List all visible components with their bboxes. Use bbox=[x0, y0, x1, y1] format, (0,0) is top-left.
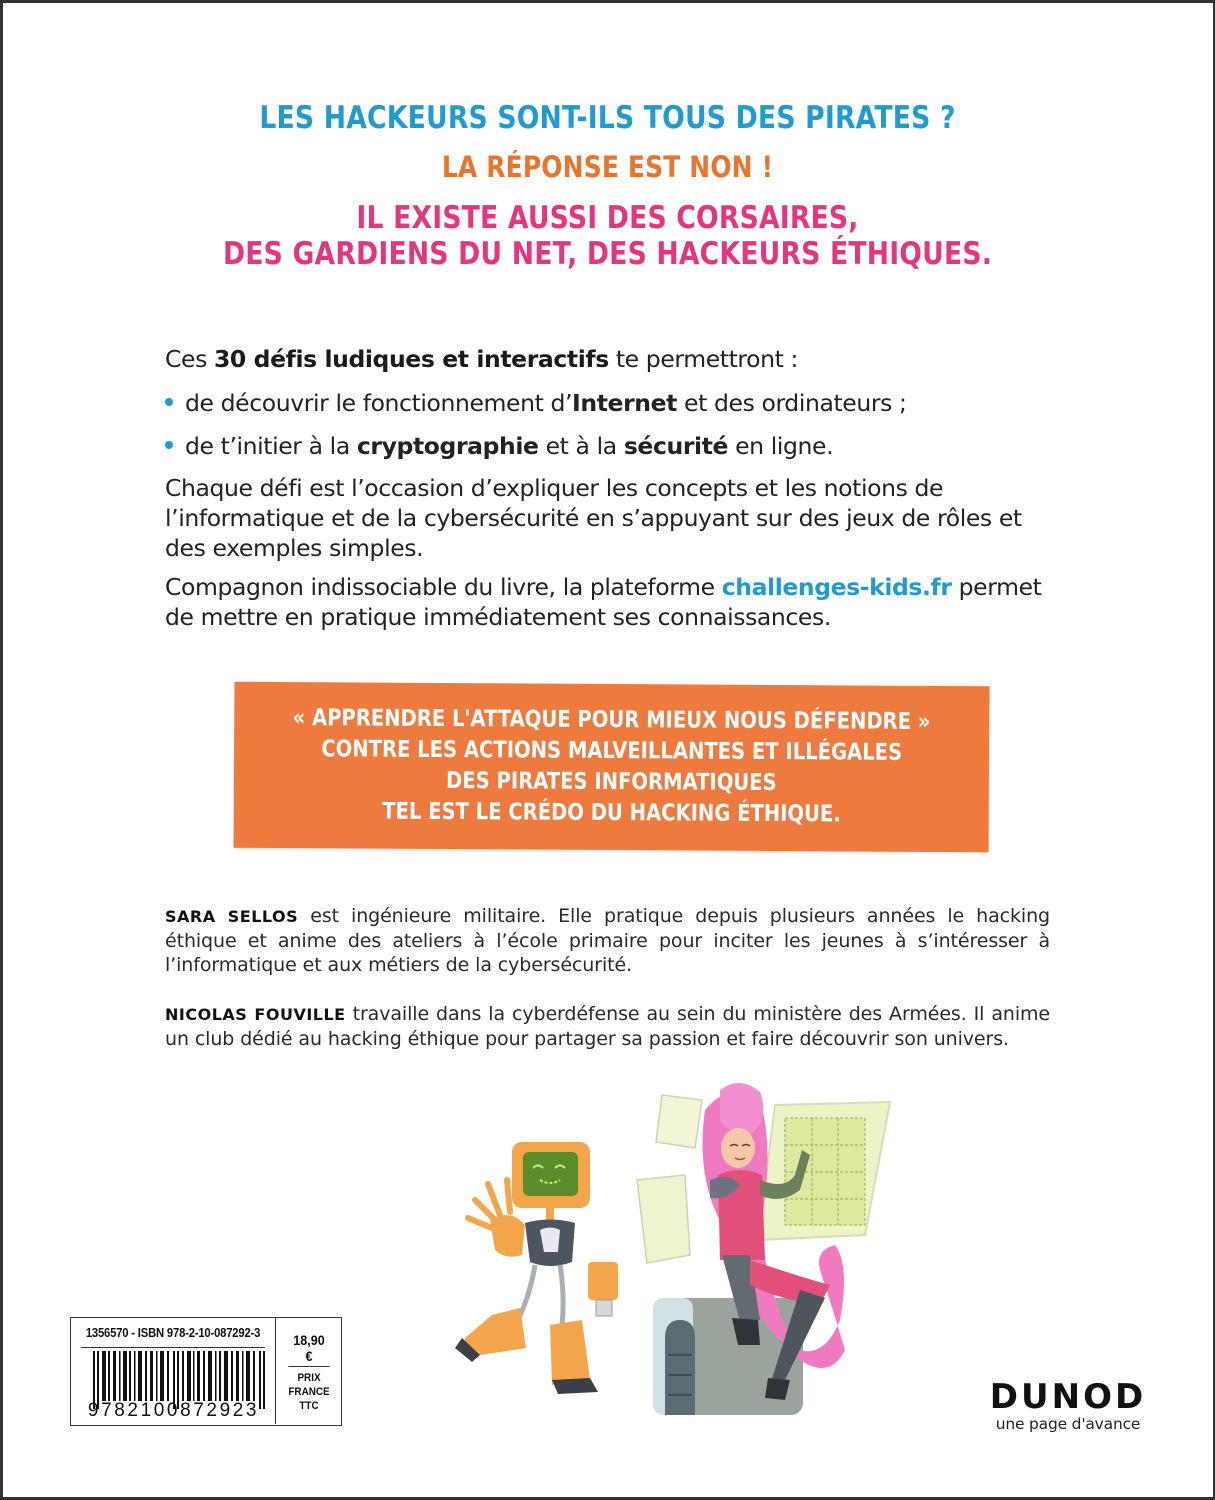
author-name: NICOLAS FOUVILLE bbox=[165, 1005, 346, 1024]
barcode-number: 9782100872923 bbox=[87, 1400, 260, 1421]
bullet-dot-icon bbox=[165, 441, 173, 449]
quote-line: DES PIRATES INFORMATIQUES bbox=[446, 767, 777, 797]
headline-statement-line1: IL EXISTE AUSSI DES CORSAIRES, bbox=[356, 200, 859, 236]
publisher-tagline: une page d'avance bbox=[995, 1415, 1141, 1433]
author-bio-text: travaille dans la cyberdéfense au sein du ministère des Armées. Il anime un club dédié au hacking éthique pour partager sa passion et faire découvrir son univers. bbox=[165, 1003, 1051, 1050]
quote-line: CONTRE LES ACTIONS MALVEILLANTES ET ILLÉGALES bbox=[321, 736, 903, 766]
author-bio-text: est ingénieure militaire. Elle pratique depuis plusieurs années le hacking éthique et anime des ateliers à l’école primaire pour inciter les jeunes à s’intéresser à l’informatique et aux métiers de la cybersécurité. bbox=[165, 905, 1050, 976]
platform-text-post: permet de mettre en pratique immédiatement ses connaissances. bbox=[165, 573, 1042, 631]
bullet-bold: sécurité bbox=[623, 432, 729, 460]
author-bio-sara bbox=[165, 904, 1050, 977]
author-bio-nicolas bbox=[165, 1002, 1050, 1051]
bullet-bold: cryptographie bbox=[356, 432, 539, 460]
bullet-item-crypto bbox=[165, 431, 833, 461]
intro-paragraph bbox=[165, 344, 1055, 374]
headline-question: LES HACKEURS SONT-ILS TOUS DES PIRATES ? bbox=[259, 100, 956, 136]
bullet-text: en ligne. bbox=[728, 432, 834, 460]
intro-text-bold: 30 défis ludiques et interactifs bbox=[213, 345, 609, 373]
robot-icon bbox=[455, 1142, 618, 1394]
isbn-text: 1356570 - ISBN 978-2-10-087292-3 bbox=[81, 1318, 265, 1348]
bullet-text: et à la bbox=[538, 432, 624, 460]
price-label-line: TTC bbox=[299, 1400, 319, 1412]
intro-text-post: te permettront : bbox=[608, 345, 799, 373]
quote-line: « APPRENDRE L'ATTAQUE POUR MIEUX NOUS DÉFENDRE » bbox=[292, 705, 931, 735]
bullet-dot-icon bbox=[165, 398, 173, 406]
headline-statement-line2: DES GARDIENS DU NET, DES HACKEURS ÉTHIQUES. bbox=[222, 236, 993, 272]
platform-paragraph bbox=[165, 572, 1055, 632]
author-name: SARA SELLOS bbox=[165, 907, 299, 926]
description-paragraph: Chaque défi est l’occasion d’expliquer les concepts et les notions de l’informatique et de la cybersécurité en s’appuyant sur des jeux de rôles et des exemples simples. bbox=[165, 474, 1022, 562]
publisher-logo bbox=[988, 1377, 1148, 1433]
price-value: 18,90 € bbox=[288, 1332, 329, 1367]
price-label bbox=[281, 1371, 337, 1413]
barcode-section bbox=[71, 1318, 276, 1424]
bullet-text: et des ordinateurs ; bbox=[676, 389, 907, 417]
platform-text-pre: Compagnon indissociable du livre, la plateforme bbox=[165, 573, 722, 601]
price-section bbox=[278, 1318, 340, 1424]
quote-banner bbox=[234, 682, 990, 853]
bullet-text: de découvrir le fonctionnement d’ bbox=[185, 389, 573, 417]
publisher-name: DUNOD bbox=[989, 1377, 1147, 1417]
price-label-line: PRIX bbox=[297, 1372, 321, 1384]
bullet-bold: Internet bbox=[572, 389, 677, 417]
headline-statement bbox=[85, 200, 1130, 272]
price-label-line: FRANCE bbox=[288, 1386, 330, 1398]
bullet-text: de t’initier à la bbox=[185, 432, 357, 460]
barcode-price-label bbox=[70, 1317, 342, 1426]
platform-link[interactable]: challenges-kids.fr bbox=[721, 573, 952, 601]
quote-line: TEL EST LE CRÉDO DU HACKING ÉTHIQUE. bbox=[381, 798, 841, 828]
bullet-item-internet bbox=[165, 388, 907, 418]
robot-and-hacker-illustration bbox=[440, 1080, 920, 1430]
intro-text-pre: Ces bbox=[165, 345, 214, 373]
headline-answer: LA RÉPONSE EST NON ! bbox=[441, 150, 774, 184]
